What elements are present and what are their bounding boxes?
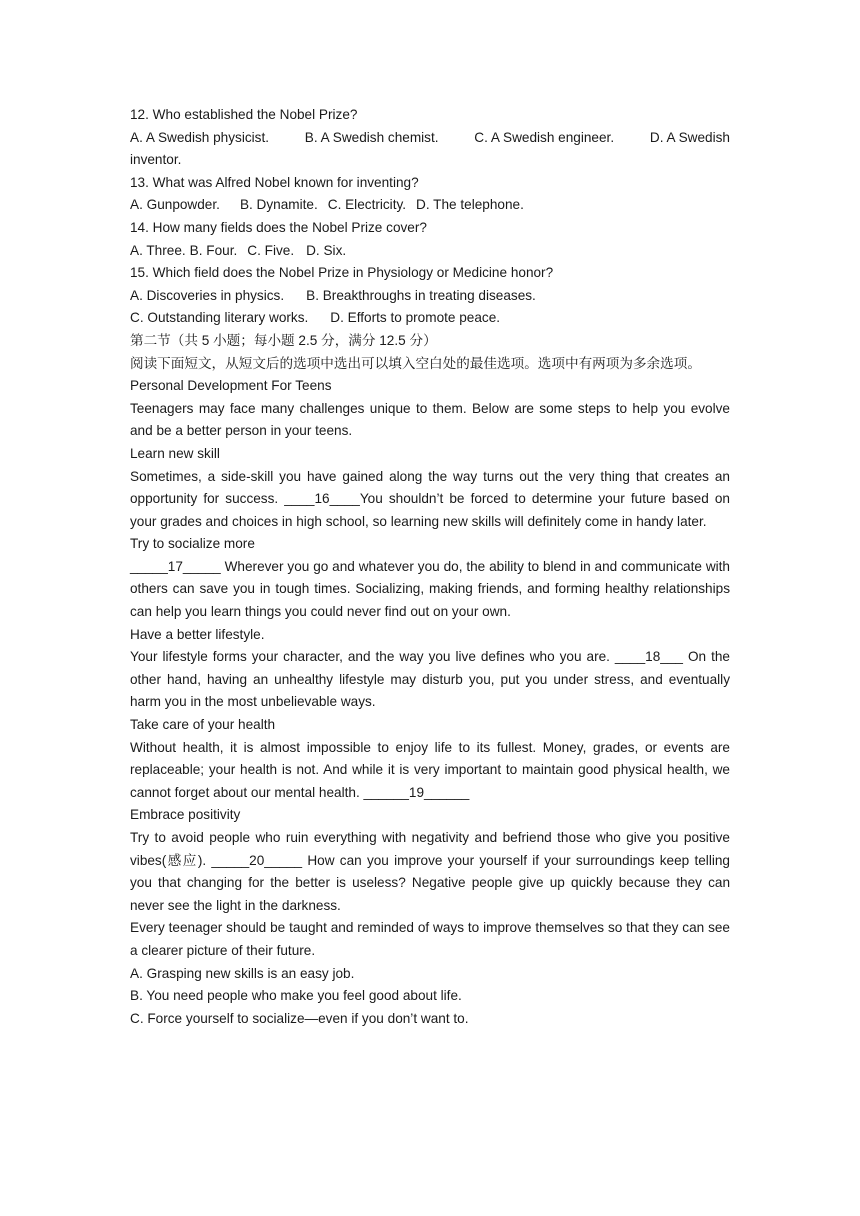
option-13-d: D. The telephone. [416, 197, 524, 213]
option-13-c: C. Electricity. [327, 197, 407, 213]
subheading-lifestyle: Have a better lifestyle. [130, 626, 265, 642]
option-12-a: A. A Swedish physicist. [130, 129, 270, 145]
paragraph-blank-18: Your lifestyle forms your character, and the way you live defines who you are. ____18___ On the other hand, having an unhealthy lifestyle may disturb you, put you under stress, and eventually harm you in the most unbelievable ways. [130, 649, 730, 710]
option-15-a: A. Discoveries in physics. [130, 287, 285, 303]
section-instructions: 阅读下面短文，从短文后的选项中选出可以填入空白处的最佳选项。选项中有两项为多余选项。 [130, 355, 701, 371]
option-14-c: C. Five. [247, 242, 295, 258]
question-15-options-cd [130, 307, 730, 330]
option-14-d: D. Six. [306, 242, 347, 258]
answer-option-a: A. Grasping new skills is an easy job. [130, 965, 355, 981]
question-12: 12. Who established the Nobel Prize? [130, 107, 358, 122]
option-14-b: B. Four. [189, 242, 238, 258]
option-15-d: D. Efforts to promote peace. [330, 310, 501, 326]
option-15-b: B. Breakthroughs in treating diseases. [306, 287, 536, 303]
passage-title: Personal Development For Teens [130, 378, 332, 394]
paragraph-blank-17: _____17_____ Wherever you go and whatever you do, the ability to blend in and communicate with others can save you in tough times. Socializing, making friends, and forming healthy relationships can help you learn things you could never find out on your own. [130, 558, 730, 620]
answer-option-c: C. Force yourself to socialize—even if you don’t want to. [130, 1010, 469, 1026]
option-15-c: C. Outstanding literary works. [130, 310, 309, 326]
option-12-c: C. A Swedish engineer. [474, 129, 615, 145]
paragraph-blank-20: Try to avoid people who ruin everything with negativity and befriend those who give you positive vibes(感应). _____20_____ How can you improve your yourself if your surroundings keep telling you that changing for the better is useless? Negative people give up quickly because they can never see the light in the darkness. [130, 830, 730, 913]
option-12-d-continued: inventor. [130, 152, 182, 168]
answer-option-b: B. You need people who make you feel good about life. [130, 988, 462, 1004]
question-13: 13. What was Alfred Nobel known for inventing? [130, 174, 419, 190]
subheading-socialize: Try to socialize more [130, 536, 255, 552]
subheading-learn-new-skill: Learn new skill [130, 445, 220, 461]
option-12-b: B. A Swedish chemist. [304, 129, 439, 145]
section-header: 第二节（共 5 小题；每小题 2.5 分，满分 12.5 分） [130, 332, 437, 348]
option-13-a: A. Gunpowder. [130, 197, 220, 213]
question-14: 14. How many fields does the Nobel Prize cover? [130, 219, 427, 235]
question-13-options [130, 194, 730, 217]
question-12-options [130, 127, 730, 150]
subheading-health: Take care of your health [130, 717, 276, 733]
passage-conclusion: Every teenager should be taught and reminded of ways to improve themselves so that they can see a clearer picture of their future. [130, 920, 730, 958]
passage-intro: Teenagers may face many challenges unique to them. Below are some steps to help you evolve and be a better person in your teens. [130, 400, 730, 439]
document-page [130, 104, 730, 1030]
option-12-d: D. A Swedish [649, 129, 730, 145]
question-15-options-ab [130, 285, 730, 308]
option-14-a: A. Three. [130, 242, 186, 258]
subheading-positivity: Embrace positivity [130, 807, 241, 823]
question-15: 15. Which field does the Nobel Prize in Physiology or Medicine honor? [130, 265, 554, 281]
question-14-options [130, 240, 730, 263]
option-13-b: B. Dynamite. [239, 197, 318, 213]
paragraph-blank-16: Sometimes, a side-skill you have gained along the way turns out the very thing that creates an opportunity for success. ____16____You shouldn’t be forced to determine your future based on your grades and choices in high school, so learning new skills will definitely come in handy later. [130, 468, 730, 529]
paragraph-blank-19: Without health, it is almost impossible to enjoy life to its fullest. Money, grades, or events are replaceable; your health is not. And while it is very important to maintain good physical health, we cannot forget about our mental health. ______19______ [130, 739, 730, 800]
